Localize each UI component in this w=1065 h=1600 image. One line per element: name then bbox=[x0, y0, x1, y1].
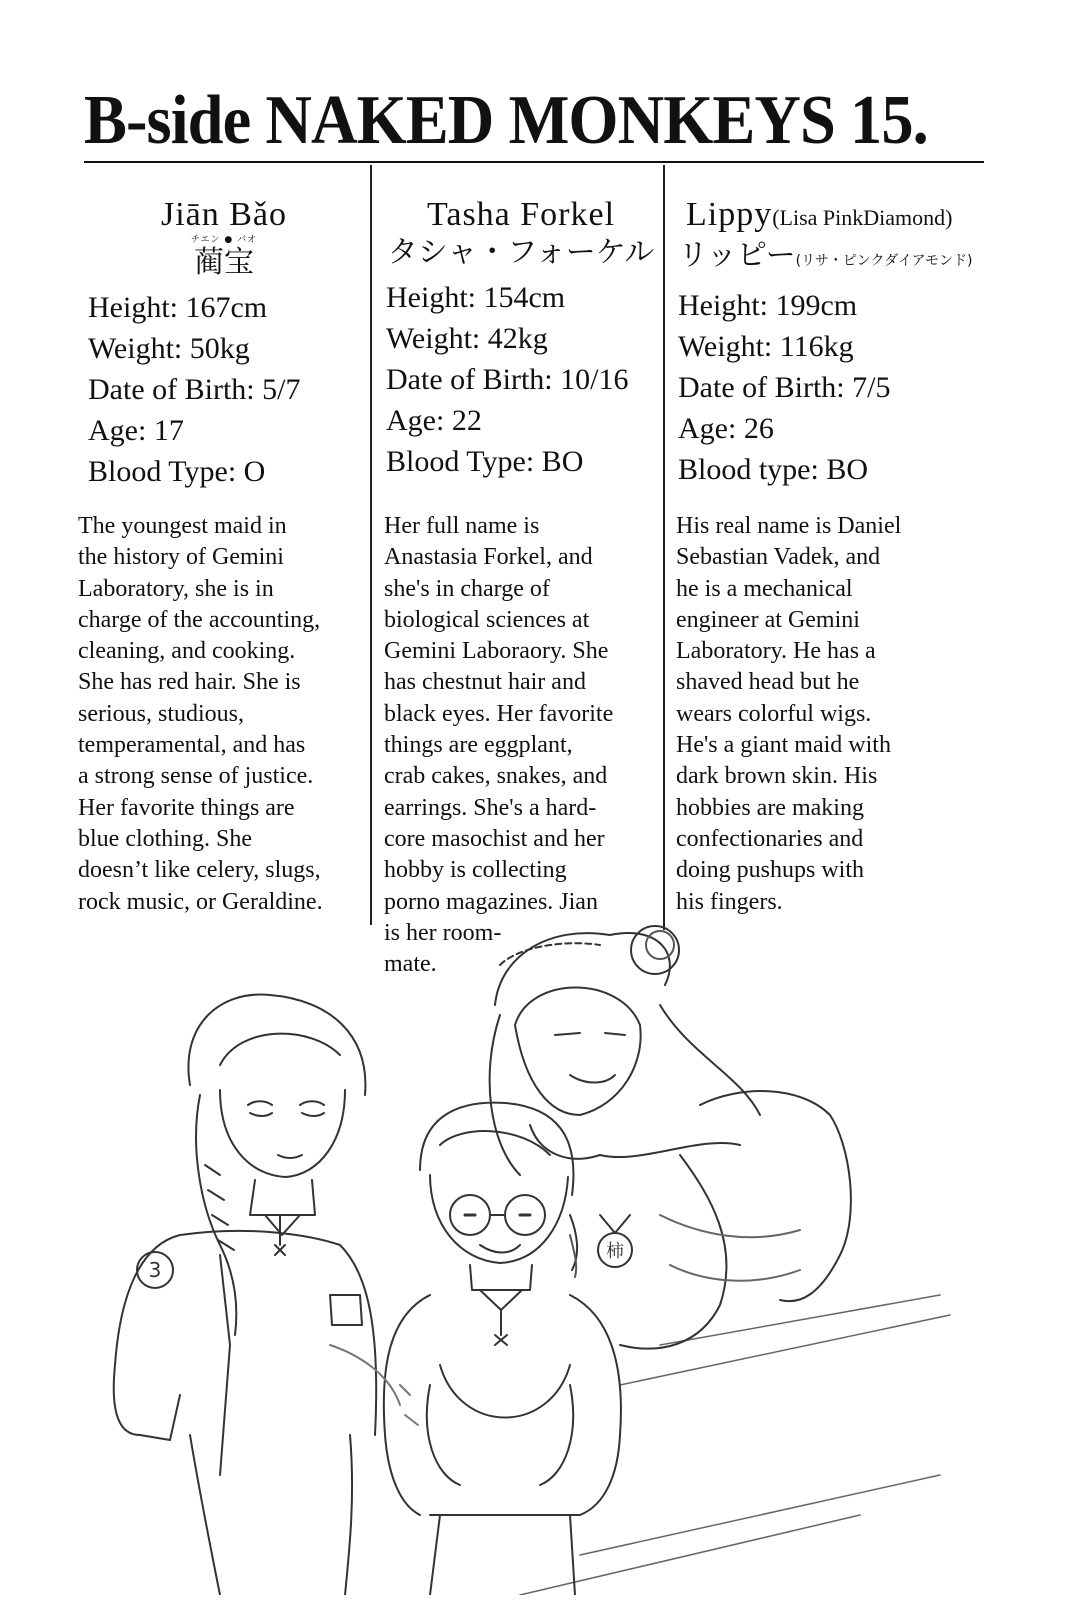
name-japanese: タシャ・フォーケル bbox=[387, 235, 655, 270]
description-line: doing pushups with bbox=[676, 857, 865, 884]
stat-age: Age: 17 bbox=[88, 414, 184, 447]
stat-height: Height: 154cm bbox=[386, 281, 566, 314]
tasha-forkel-figure bbox=[330, 1103, 621, 1595]
stats-list bbox=[386, 277, 656, 482]
description-line: doesn’t like celery, slugs, bbox=[78, 857, 321, 884]
name-japanese-main: リッピー bbox=[678, 238, 796, 273]
description-line: engineer at Gemini bbox=[676, 606, 860, 633]
stat-age: Age: 26 bbox=[678, 412, 774, 445]
profile-tasha-forkel bbox=[386, 195, 656, 482]
description-line: wears colorful wigs. bbox=[676, 700, 872, 727]
description-line: biological sciences at bbox=[384, 606, 590, 633]
stat-weight: Weight: 116kg bbox=[678, 330, 854, 363]
description-line: he is a mechanical bbox=[676, 575, 853, 602]
description-line: dark brown skin. His bbox=[676, 763, 878, 790]
profile-jian-bao bbox=[88, 195, 360, 492]
description-line: Her favorite things are bbox=[78, 794, 295, 821]
name-english-main: Lippy bbox=[686, 196, 773, 233]
stats-list bbox=[678, 285, 958, 490]
stat-birth: Date of Birth: 10/16 bbox=[386, 363, 629, 396]
name-ruby: チエン ● バオ bbox=[190, 235, 258, 245]
description-line: hobbies are making bbox=[676, 794, 864, 821]
page-title: B-side NAKED MONKEYS 15. bbox=[84, 82, 928, 159]
stat-birth: Date of Birth: 5/7 bbox=[88, 373, 301, 406]
description-line: She has red hair. She is bbox=[78, 669, 301, 696]
description-line: Her full name is bbox=[384, 513, 540, 539]
name-japanese bbox=[678, 238, 973, 279]
stat-blood: Blood type: BO bbox=[678, 453, 869, 486]
stat-height: Height: 199cm bbox=[678, 289, 858, 322]
description-line: confectionaries and bbox=[676, 825, 864, 852]
stat-weight: Weight: 50kg bbox=[88, 332, 250, 365]
description-line: Laboratory. He has a bbox=[676, 638, 876, 665]
name-english bbox=[678, 195, 958, 238]
description-line: black eyes. Her favorite bbox=[384, 700, 614, 727]
description-line: Anastasia Forkel, and bbox=[384, 544, 593, 571]
description-line: mate. bbox=[384, 951, 437, 978]
description-line: charge of the accounting, bbox=[78, 606, 321, 633]
description-line: the history of Gemini bbox=[78, 544, 284, 571]
medal-text: 柿 bbox=[606, 1241, 624, 1262]
background-lines bbox=[520, 1295, 950, 1595]
profile-lippy bbox=[678, 195, 973, 490]
description-line: is her room- bbox=[384, 919, 502, 946]
column-divider-1 bbox=[370, 165, 372, 925]
name-english-sub: (Lisa PinkDiamond) bbox=[772, 205, 953, 230]
description-line: shaved head but he bbox=[676, 669, 860, 696]
name-japanese-sub: (リサ・ピンクダイアモンド) bbox=[795, 253, 973, 269]
description-line: his fingers. bbox=[676, 888, 783, 915]
description-line: Gemini Laboraory. She bbox=[384, 638, 609, 665]
description-line: He's a giant maid with bbox=[676, 732, 891, 759]
name-english: Tasha Forkel bbox=[426, 196, 616, 233]
stats-list bbox=[88, 287, 360, 492]
description-line: His real name is Daniel bbox=[676, 513, 902, 539]
description-text bbox=[384, 511, 613, 980]
description-lippy bbox=[676, 505, 901, 918]
stat-birth: Date of Birth: 7/5 bbox=[678, 371, 891, 404]
description-line: Sebastian Vadek, and bbox=[676, 544, 881, 571]
description-line: blue clothing. She bbox=[78, 825, 252, 852]
description-line: hobby is collecting bbox=[384, 857, 567, 884]
description-tasha-forkel bbox=[384, 505, 613, 980]
stat-age: Age: 22 bbox=[386, 404, 482, 437]
description-text bbox=[78, 511, 323, 918]
svg-text:3: 3 bbox=[148, 1258, 162, 1282]
name-japanese: 蔺宝 bbox=[194, 245, 254, 280]
character-sketch-illustration bbox=[100, 915, 960, 1595]
description-text bbox=[676, 511, 901, 918]
lippy-figure bbox=[490, 926, 851, 1349]
description-line: serious, studious, bbox=[78, 700, 245, 727]
description-line: The youngest maid in bbox=[78, 513, 287, 539]
stat-blood: Blood Type: O bbox=[88, 455, 266, 488]
column-divider-2 bbox=[663, 165, 665, 930]
title-underline bbox=[84, 161, 984, 163]
description-line: rock music, or Geraldine. bbox=[78, 888, 323, 915]
description-line: porno magazines. Jian bbox=[384, 888, 598, 915]
jian-bao-figure bbox=[114, 995, 377, 1595]
name-english: Jiān Bǎo bbox=[160, 196, 288, 233]
description-line: she's in charge of bbox=[384, 575, 550, 602]
description-line: a strong sense of justice. bbox=[78, 763, 314, 790]
stat-height: Height: 167cm bbox=[88, 291, 268, 324]
stat-blood: Blood Type: BO bbox=[386, 445, 584, 478]
description-line: earrings. She's a hard- bbox=[384, 794, 597, 821]
description-line: Laboratory, she is in bbox=[78, 575, 274, 602]
stat-weight: Weight: 42kg bbox=[386, 322, 548, 355]
description-line: crab cakes, snakes, and bbox=[384, 763, 608, 790]
description-line: has chestnut hair and bbox=[384, 669, 586, 696]
description-line: cleaning, and cooking. bbox=[78, 638, 296, 665]
description-jian-bao bbox=[78, 505, 323, 918]
description-line: things are eggplant, bbox=[384, 732, 573, 759]
description-line: temperamental, and has bbox=[78, 732, 306, 759]
description-line: core masochist and her bbox=[384, 825, 605, 852]
